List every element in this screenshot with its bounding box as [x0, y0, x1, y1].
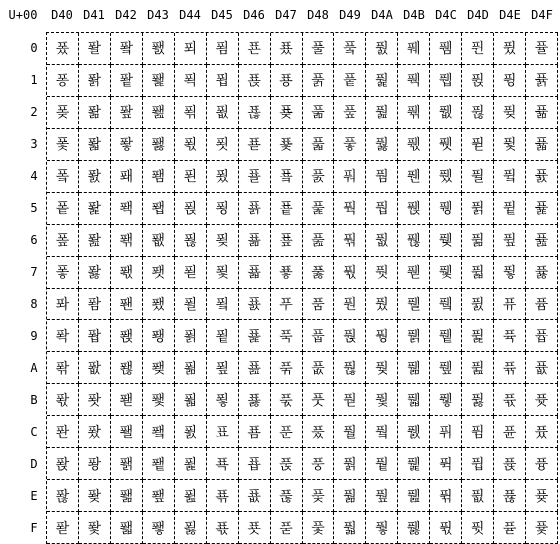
glyph-cell: 푃 [175, 129, 207, 161]
glyph-cell: 퓾 [526, 480, 558, 512]
glyph-cell: 퐴 [143, 161, 175, 193]
row-header: 3 [30, 137, 38, 151]
glyph-cell: 퐿 [143, 512, 175, 544]
glyph-cell: 퓗 [462, 257, 494, 289]
glyph-cell: 퓱 [526, 65, 558, 97]
glyph-cell: 퓉 [430, 320, 462, 352]
glyph-cell: 퓔 [462, 161, 494, 193]
glyph-cell: 퐏 [47, 512, 79, 544]
glyph-cell: 푊 [175, 352, 207, 384]
glyph-cell: 풗 [334, 257, 366, 289]
glyph-cell: 풍 [303, 448, 335, 480]
glyph-cell: 퐝 [79, 448, 111, 480]
glyph-cell: 퓘 [462, 289, 494, 321]
glyph-cell: 퓁 [430, 65, 462, 97]
glyph-cell: 퐡 [111, 65, 143, 97]
row-header: 8 [30, 297, 38, 311]
glyph-cell: 풸 [398, 289, 430, 321]
glyph-cell: 푐 [207, 33, 239, 65]
glyph-cell: 푼 [271, 416, 303, 448]
glyph-cell: 푳 [271, 129, 303, 161]
glyph-cell: 풦 [366, 225, 398, 257]
glyph-cell: 퐕 [79, 193, 111, 225]
glyph-cell: 풅 [303, 193, 335, 225]
glyph-cell: 퓍 [430, 448, 462, 480]
glyph-cell: 퓏 [430, 512, 462, 544]
glyph-cell: 푵 [271, 193, 303, 225]
row-header: B [30, 393, 38, 407]
glyph-cell: 풣 [366, 129, 398, 161]
glyph-cell: 퐵 [143, 193, 175, 225]
glyph-cell: 푭 [239, 448, 271, 480]
row-header: 9 [30, 329, 38, 343]
glyph-cell: 퓟 [462, 512, 494, 544]
glyph-cell: 풉 [303, 320, 335, 352]
glyph-cell: 퓚 [462, 352, 494, 384]
column-header: D4A [371, 8, 393, 22]
glyph-cell: 풨 [366, 289, 398, 321]
column-header: D43 [147, 8, 169, 22]
glyph-cell: 푮 [239, 480, 271, 512]
glyph-cell: 푸 [271, 289, 303, 321]
glyph-cell: 푝 [207, 448, 239, 480]
glyph-cell: 퐮 [111, 480, 143, 512]
glyph-cell: 풙 [334, 320, 366, 352]
glyph-cell: 풫 [366, 384, 398, 416]
glyph-cell: 퐀 [47, 33, 79, 65]
glyph-cell: 퓰 [526, 33, 558, 65]
glyph-cell: 풚 [334, 352, 366, 384]
glyph-cell: 푥 [239, 193, 271, 225]
glyph-cell: 풭 [366, 448, 398, 480]
glyph-cell: 퐪 [111, 352, 143, 384]
glyph-cell: 표 [207, 416, 239, 448]
glyph-cell: 퐘 [79, 289, 111, 321]
glyph-cell: 퐾 [143, 480, 175, 512]
glyph-cell: 퓤 [494, 161, 526, 193]
glyph-cell: 퓦 [494, 225, 526, 257]
glyph-cell: 퓳 [526, 129, 558, 161]
glyph-cell: 풴 [398, 161, 430, 193]
glyph-cell: 푫 [239, 384, 271, 416]
glyph-cell: 퐍 [47, 448, 79, 480]
glyph-cell: 푈 [175, 289, 207, 321]
glyph-cell: 퐭 [111, 448, 143, 480]
glyph-cell: 푤 [239, 161, 271, 193]
glyph-cell: 퓸 [526, 289, 558, 321]
glyph-cell: 풺 [398, 352, 430, 384]
glyph-cell: 퐁 [47, 65, 79, 97]
glyph-cell: 푓 [207, 129, 239, 161]
glyph-cell: 푣 [239, 129, 271, 161]
glyph-cell: 퓙 [462, 320, 494, 352]
column-header: D48 [307, 8, 329, 22]
glyph-cell: 퓻 [526, 384, 558, 416]
glyph-cell: 퓲 [526, 97, 558, 129]
glyph-cell: 퐣 [111, 129, 143, 161]
glyph-cell: 퐒 [79, 97, 111, 129]
glyph-cell: 퐱 [143, 65, 175, 97]
glyph-cell: 퐬 [111, 416, 143, 448]
glyph-cell: 풵 [398, 193, 430, 225]
glyph-cell: 푧 [239, 257, 271, 289]
glyph-cell: 풒 [334, 97, 366, 129]
glyph-cell: 퐌 [47, 416, 79, 448]
glyph-cell: 퓞 [462, 480, 494, 512]
glyph-cell: 퓷 [526, 257, 558, 289]
glyph-cell: 퐫 [111, 384, 143, 416]
glyph-cell: 푲 [271, 97, 303, 129]
glyph-cell: 퓎 [430, 480, 462, 512]
glyph-cell: 푌 [175, 416, 207, 448]
glyph-cell: 푗 [207, 257, 239, 289]
glyph-cell: 퐤 [111, 161, 143, 193]
glyph-cell: 풇 [303, 257, 335, 289]
row-header: 4 [30, 169, 38, 183]
glyph-cell: 퓊 [430, 352, 462, 384]
glyph-cell: 푡 [239, 65, 271, 97]
glyph-cell: 푱 [271, 65, 303, 97]
glyph-cell: 퓖 [462, 225, 494, 257]
glyph-cell: 풳 [398, 129, 430, 161]
glyph-cell: 퐧 [111, 257, 143, 289]
glyph-cell: 푘 [207, 289, 239, 321]
glyph-cell: 푬 [239, 416, 271, 448]
glyph-cell: 퐺 [143, 352, 175, 384]
glyph-cell: 퐗 [79, 257, 111, 289]
glyph-cell: 퓒 [462, 97, 494, 129]
glyph-cell: 푋 [175, 384, 207, 416]
glyph-cell: 퐟 [79, 512, 111, 544]
glyph-cell: 풲 [398, 97, 430, 129]
glyph-cell: 풄 [303, 161, 335, 193]
glyph-cell: 풝 [334, 448, 366, 480]
glyph-cell: 퐙 [79, 320, 111, 352]
glyph-cell: 퓿 [526, 512, 558, 544]
glyph-cell: 푷 [271, 257, 303, 289]
glyph-cell: 퓮 [494, 480, 526, 512]
glyph-cell: 푹 [271, 320, 303, 352]
glyph-cell: 풹 [398, 320, 430, 352]
glyph-cell: 푽 [271, 448, 303, 480]
glyph-cell: 퓃 [430, 129, 462, 161]
glyph-cell: 풘 [334, 289, 366, 321]
glyph-cell: 퓽 [526, 448, 558, 480]
glyph-cell: 푚 [207, 352, 239, 384]
glyph-cell: 퓌 [430, 416, 462, 448]
glyph-cell: 퐞 [79, 480, 111, 512]
glyph-cell: 품 [303, 289, 335, 321]
glyph-cell: 퐃 [47, 129, 79, 161]
glyph-cell: 풑 [334, 65, 366, 97]
glyph-cell: 퐯 [111, 512, 143, 544]
glyph-cell: 푆 [175, 225, 207, 257]
glyph-cell: 퓝 [462, 448, 494, 480]
glyph-cell: 퐦 [111, 225, 143, 257]
glyph-cell: 퐐 [79, 33, 111, 65]
glyph-cell: 풩 [366, 320, 398, 352]
glyph-cell: 푻 [271, 384, 303, 416]
glyph-cell: 퐻 [143, 384, 175, 416]
column-header: D41 [83, 8, 105, 22]
glyph-cell: 퐥 [111, 193, 143, 225]
glyph-cell: 푪 [239, 352, 271, 384]
glyph-cell: 퐅 [47, 193, 79, 225]
glyph-cell: 퐹 [143, 320, 175, 352]
row-header: F [30, 521, 38, 535]
glyph-cell: 푄 [175, 161, 207, 193]
column-header: D49 [339, 8, 361, 22]
column-header: D47 [275, 8, 297, 22]
glyph-cell: 퐖 [79, 225, 111, 257]
glyph-cell: 풁 [303, 65, 335, 97]
column-header: D46 [243, 8, 265, 22]
glyph-cell: 풏 [303, 512, 335, 544]
glyph-cell: 퐉 [47, 320, 79, 352]
glyph-cell: 풤 [366, 161, 398, 193]
row-header: 2 [30, 105, 38, 119]
glyph-cell: 푒 [207, 97, 239, 129]
glyph-cell: 퓹 [526, 320, 558, 352]
glyph-cell: 퓅 [430, 193, 462, 225]
glyph-cell: 푔 [207, 161, 239, 193]
glyph-cell: 풕 [334, 193, 366, 225]
glyph-cell: 풌 [303, 416, 335, 448]
glyph-cell: 푾 [271, 480, 303, 512]
glyph-cell: 퓨 [494, 289, 526, 321]
glyph-cell: 푎 [175, 480, 207, 512]
glyph-cell: 풆 [303, 225, 335, 257]
glyph-cell: 푢 [239, 97, 271, 129]
glyph-cell: 퐽 [143, 448, 175, 480]
glyph-cell: 푉 [175, 320, 207, 352]
glyph-cell: 풃 [303, 129, 335, 161]
row-header: 5 [30, 201, 38, 215]
glyph-cell: 퓪 [494, 352, 526, 384]
glyph-cell: 풥 [366, 193, 398, 225]
row-header: C [30, 425, 38, 439]
glyph-cell: 퐶 [143, 225, 175, 257]
glyph-cell: 푺 [271, 352, 303, 384]
glyph-cell: 퓑 [462, 65, 494, 97]
glyph-cell: 풧 [366, 257, 398, 289]
glyph-cell: 퓆 [430, 225, 462, 257]
glyph-cell: 퓠 [494, 33, 526, 65]
glyph-cell: 푛 [207, 384, 239, 416]
glyph-cell: 퓓 [462, 129, 494, 161]
row-header: 0 [30, 41, 38, 55]
glyph-cell: 퓩 [494, 320, 526, 352]
column-header: D4E [499, 8, 521, 22]
glyph-cell: 퓯 [494, 512, 526, 544]
glyph-cell: 풪 [366, 352, 398, 384]
glyph-cell: 풞 [334, 480, 366, 512]
glyph-cell: 풜 [334, 416, 366, 448]
glyph-cell: 풱 [398, 65, 430, 97]
glyph-cell: 푇 [175, 257, 207, 289]
glyph-cell: 퓕 [462, 193, 494, 225]
glyph-cell: 퓡 [494, 65, 526, 97]
glyph-cell: 풀 [303, 33, 335, 65]
glyph-cell: 퓥 [494, 193, 526, 225]
glyph-cell: 푖 [207, 225, 239, 257]
glyph-cell: 퓺 [526, 352, 558, 384]
glyph-cell: 풷 [398, 257, 430, 289]
row-header: A [30, 361, 38, 375]
glyph-cell: 풊 [303, 352, 335, 384]
glyph-cell: 퐳 [143, 129, 175, 161]
column-header: D4F [531, 8, 553, 22]
column-header: D4C [435, 8, 457, 22]
column-header: D4D [467, 8, 489, 22]
glyph-cell: 퐂 [47, 97, 79, 129]
glyph-cell: 푅 [175, 193, 207, 225]
glyph-cell: 푂 [175, 97, 207, 129]
glyph-cell: 퓣 [494, 129, 526, 161]
glyph-cell: 풶 [398, 225, 430, 257]
row-header: D [30, 457, 38, 471]
row-header: E [30, 489, 38, 503]
glyph-cell: 퓇 [430, 257, 462, 289]
glyph-cell: 푕 [207, 193, 239, 225]
glyph-cell: 퐸 [143, 289, 175, 321]
glyph-cell: 퓢 [494, 97, 526, 129]
row-header: 6 [30, 233, 38, 247]
glyph-cell: 풻 [398, 384, 430, 416]
glyph-cell: 퐷 [143, 257, 175, 289]
glyph-cell: 퐨 [111, 289, 143, 321]
glyph-cell: 퓬 [494, 416, 526, 448]
glyph-cell: 퓶 [526, 225, 558, 257]
glyph-cell: 풐 [334, 33, 366, 65]
glyph-cell: 퐇 [47, 257, 79, 289]
glyph-cell: 풖 [334, 225, 366, 257]
glyph-cell: 퓂 [430, 97, 462, 129]
glyph-cell: 푙 [207, 320, 239, 352]
glyph-cell: 풢 [366, 97, 398, 129]
glyph-cell: 풰 [398, 33, 430, 65]
glyph-grid [46, 32, 558, 544]
glyph-cell: 푞 [207, 480, 239, 512]
glyph-cell: 풔 [334, 161, 366, 193]
glyph-cell: 푁 [175, 65, 207, 97]
glyph-cell: 퐲 [143, 97, 175, 129]
glyph-cell: 풓 [334, 129, 366, 161]
glyph-cell: 퐓 [79, 129, 111, 161]
column-header: D40 [51, 8, 73, 22]
glyph-cell: 퐢 [111, 97, 143, 129]
glyph-cell: 푯 [239, 512, 271, 544]
glyph-cell: 풿 [398, 512, 430, 544]
glyph-cell: 푦 [239, 225, 271, 257]
glyph-cell: 풎 [303, 480, 335, 512]
glyph-cell: 퐚 [79, 352, 111, 384]
glyph-cell: 풋 [303, 384, 335, 416]
glyph-cell: 퓈 [430, 289, 462, 321]
glyph-cell: 푰 [271, 33, 303, 65]
glyph-cell: 푿 [271, 512, 303, 544]
glyph-cell: 퓐 [462, 33, 494, 65]
glyph-cell: 푟 [207, 512, 239, 544]
glyph-cell: 풛 [334, 384, 366, 416]
glyph-cell: 퓭 [494, 448, 526, 480]
glyph-cell: 퓜 [462, 416, 494, 448]
glyph-cell: 퓴 [526, 161, 558, 193]
glyph-cell: 퓛 [462, 384, 494, 416]
row-header: 1 [30, 73, 38, 87]
glyph-cell: 푍 [175, 448, 207, 480]
column-header: D4B [403, 8, 425, 22]
glyph-cell: 퐩 [111, 320, 143, 352]
glyph-cell: 퐼 [143, 416, 175, 448]
glyph-cell: 퓋 [430, 384, 462, 416]
glyph-cell: 풬 [366, 416, 398, 448]
glyph-cell: 퐊 [47, 352, 79, 384]
glyph-cell: 퓫 [494, 384, 526, 416]
glyph-cell: 퐄 [47, 161, 79, 193]
glyph-cell: 퐑 [79, 65, 111, 97]
glyph-cell: 퐛 [79, 384, 111, 416]
row-header: 7 [30, 265, 38, 279]
glyph-cell: 푀 [175, 33, 207, 65]
column-header: D42 [115, 8, 137, 22]
glyph-cell: 풽 [398, 448, 430, 480]
glyph-cell: 퓧 [494, 257, 526, 289]
glyph-cell: 푶 [271, 225, 303, 257]
glyph-cell: 풮 [366, 480, 398, 512]
glyph-cell: 퐆 [47, 225, 79, 257]
glyph-cell: 퐈 [47, 289, 79, 321]
glyph-cell: 퓼 [526, 416, 558, 448]
glyph-cell: 푠 [239, 33, 271, 65]
glyph-cell: 푑 [207, 65, 239, 97]
glyph-cell: 퐎 [47, 480, 79, 512]
glyph-cell: 퐰 [143, 33, 175, 65]
glyph-cell: 퐠 [111, 33, 143, 65]
glyph-cell: 푴 [271, 161, 303, 193]
glyph-cell: 풼 [398, 416, 430, 448]
glyph-cell: 퐔 [79, 161, 111, 193]
glyph-cell: 푏 [175, 512, 207, 544]
glyph-cell: 풯 [366, 512, 398, 544]
glyph-cell: 퐜 [79, 416, 111, 448]
glyph-cell: 풡 [366, 65, 398, 97]
glyph-cell: 푩 [239, 320, 271, 352]
glyph-cell: 퓄 [430, 161, 462, 193]
column-header: D44 [179, 8, 201, 22]
glyph-cell: 퓀 [430, 33, 462, 65]
glyph-cell: 퐋 [47, 384, 79, 416]
glyph-cell: 풾 [398, 480, 430, 512]
glyph-cell: 퓵 [526, 193, 558, 225]
glyph-cell: 풠 [366, 33, 398, 65]
glyph-cell: 푨 [239, 289, 271, 321]
corner-label: U+00 [8, 8, 38, 22]
glyph-cell: 풂 [303, 97, 335, 129]
column-header: D45 [211, 8, 233, 22]
glyph-cell: 풟 [334, 512, 366, 544]
